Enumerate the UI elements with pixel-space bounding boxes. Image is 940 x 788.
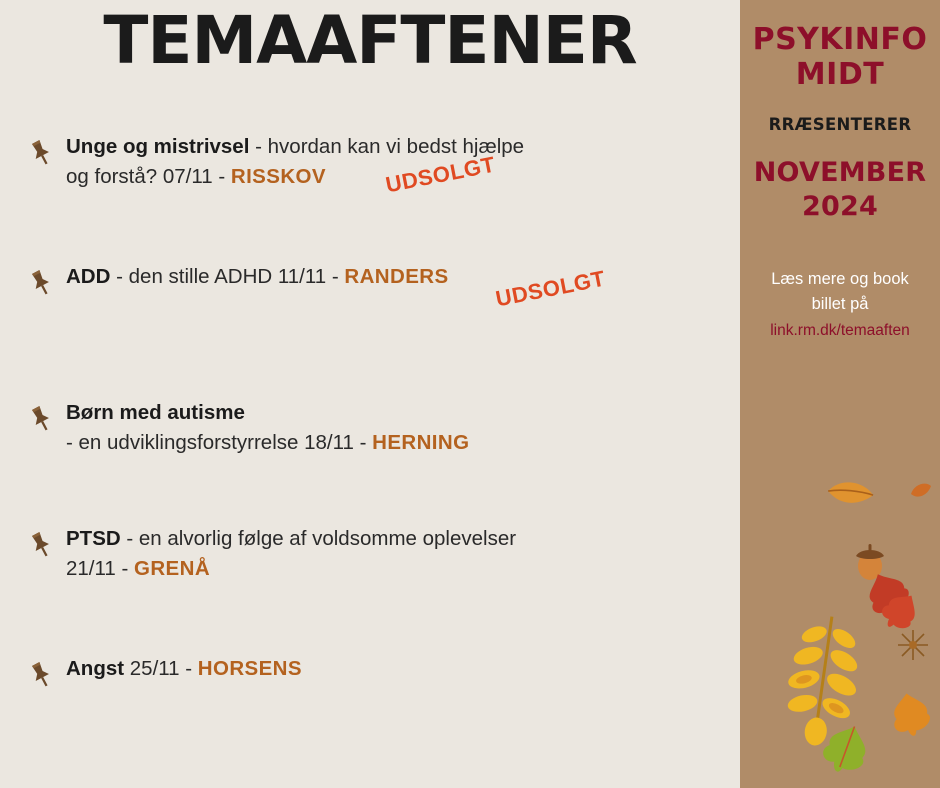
event-title: ADD	[66, 265, 111, 288]
month-label: NOVEMBER	[753, 156, 927, 188]
page-title: TEMAAFTENER	[103, 2, 637, 79]
pine-branch-icon	[780, 610, 866, 750]
list-item[interactable]	[0, 654, 740, 718]
list-item[interactable]	[0, 398, 740, 462]
leaf-icon	[820, 470, 880, 520]
leaf-icon	[878, 590, 922, 634]
pushpin-icon	[26, 138, 56, 168]
event-text	[66, 262, 716, 292]
brand-line-2: MIDT	[795, 57, 885, 93]
year-label: 2024	[802, 190, 878, 222]
status-badge: UDSOLGT	[493, 265, 608, 312]
list-item[interactable]	[0, 262, 740, 326]
poster-sidebar	[740, 0, 940, 788]
booking-line-2: billet på	[811, 295, 869, 314]
leaf-icon	[862, 570, 914, 622]
status-badge: UDSOLGT	[383, 151, 498, 198]
event-date: 21/11 -	[66, 556, 134, 580]
event-date: og forstå? 07/11 -	[66, 164, 231, 188]
event-city: GRENÅ	[134, 556, 211, 580]
brand-line-1: PSYKINFO	[752, 22, 928, 57]
leaf-icon	[908, 478, 934, 504]
list-item[interactable]	[0, 132, 740, 196]
event-text	[66, 398, 716, 457]
event-city: RISSKOV	[230, 164, 326, 188]
event-city: HORSENS	[197, 657, 302, 680]
pushpin-icon	[26, 268, 56, 298]
booking-info	[740, 267, 940, 342]
date-block	[740, 156, 940, 224]
leaf-icon	[886, 690, 936, 740]
pushpin-icon	[26, 530, 56, 560]
brand-name	[740, 22, 940, 93]
event-desc: - en alvorlig følge af voldsomme oplevelser	[120, 527, 517, 550]
event-list	[0, 132, 740, 718]
event-title: Børn med autisme	[66, 401, 245, 424]
event-city: RANDERS	[344, 265, 449, 288]
booking-line-1: Læs mere og book	[771, 270, 909, 289]
booking-link[interactable]: link.rm.dk/temaaften	[770, 321, 910, 339]
presents-label: RRÆSENTERER	[768, 114, 912, 134]
acorn-icon	[850, 540, 890, 584]
pushpin-icon	[26, 660, 56, 690]
event-text	[66, 654, 716, 684]
event-title: Unge og mistrivsel	[66, 135, 250, 158]
event-desc: - den stille ADHD 11/11 -	[110, 265, 345, 288]
seed-pod-icon	[896, 628, 930, 662]
event-city: HERNING	[372, 430, 470, 454]
event-desc: - hvordan kan vi bedst hjælpe	[249, 135, 525, 158]
list-item[interactable]	[0, 524, 740, 588]
leaf-icon	[818, 722, 874, 778]
event-title: Angst	[66, 657, 125, 680]
event-desc: - en udviklingsforstyrrelse 18/11 -	[66, 430, 373, 454]
event-text	[66, 524, 716, 583]
pushpin-icon	[26, 404, 56, 434]
event-title: PTSD	[66, 527, 121, 550]
event-desc: 25/11 -	[124, 657, 198, 680]
